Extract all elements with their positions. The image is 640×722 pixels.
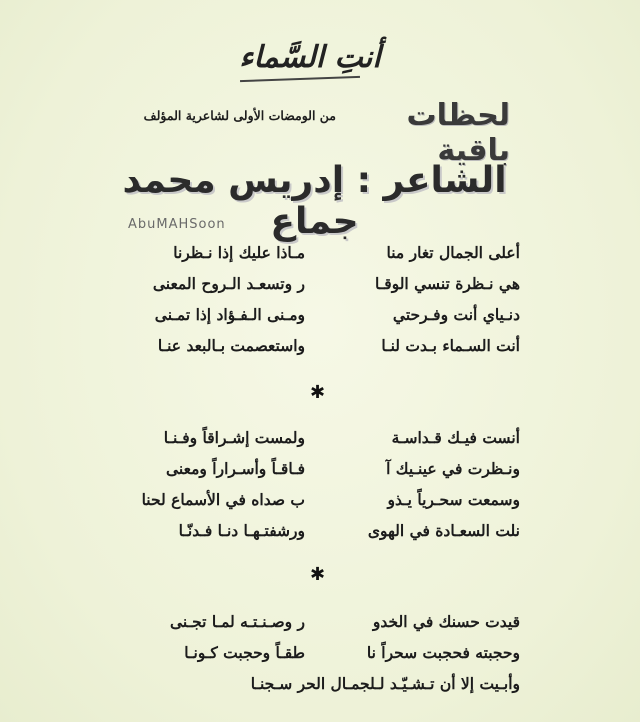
watermark: AbuMAHSoon <box>128 217 226 232</box>
subtitle: من الومضات الأولى لشاعرية المؤلف <box>143 108 336 123</box>
verse <box>115 521 520 552</box>
verse <box>115 274 520 305</box>
verse-second-half: ر وتسعـد الـروح المعنى <box>152 274 305 293</box>
verse-second-half: فـاقـاً وأسـراراً ومعنى <box>166 459 305 478</box>
stanza-1 <box>115 243 520 367</box>
verse-second-half: ورشفتـهـا دنـا فـدنّـا <box>178 521 305 540</box>
verse-first-half: هي نـظرة تنسي الوقـا <box>375 274 520 293</box>
stanza-3 <box>115 612 520 705</box>
verse-first-half: نلت السعـادة في الهوى <box>367 521 520 540</box>
verse-first-half: ونـظرت في عينـيك آ <box>386 459 520 478</box>
verse <box>115 336 520 367</box>
verse <box>115 459 520 490</box>
verse-full-line: وأبـيت إلا أن تـشـيّـد لـلجمـال الحر سـجنـا <box>250 674 520 693</box>
poem-title: أنتِ السَّماء <box>239 40 381 75</box>
poet-overlay-text: الشاعر : إدريس محمد جماع <box>122 160 507 242</box>
verse-first-half: وحجبته فحجبت سحراً نا <box>366 643 520 662</box>
verse <box>115 674 520 705</box>
verse <box>115 612 520 643</box>
verse <box>115 243 520 274</box>
verse-first-half: وسمعت سحـرياً يـذو <box>387 490 520 509</box>
verse <box>115 305 520 336</box>
verse-second-half: مـاذا عليك إذا نـظرنا <box>173 243 305 262</box>
verse-second-half: ولمست إشـراقاً وفـنـا <box>163 428 305 447</box>
title-underline <box>240 76 360 82</box>
verse-first-half: قيدت حسنك في الخدو <box>372 612 520 631</box>
verse <box>115 490 520 521</box>
verse-first-half: أنست فيـك قـداسـة <box>391 428 520 447</box>
verse-first-half: دنـياي أنت وفـرحتي <box>392 305 520 324</box>
collection-overlay-text: لحظات باقية <box>406 98 510 168</box>
verse-second-half: طقـاً وحجبت كـونـا <box>184 643 305 662</box>
verse-second-half: ب صداه في الأسماع لحنا <box>141 490 305 509</box>
stanza-separator: ✱ <box>310 564 326 585</box>
verse-second-half: ر وصـنـتـه لمـا تجـنى <box>169 612 305 631</box>
verse-second-half: واستعصمت بـالبعد عنـا <box>157 336 305 355</box>
stanza-2 <box>115 428 520 552</box>
verse <box>115 643 520 674</box>
verse-first-half: أعلى الجمال تغار منا <box>386 243 520 262</box>
stanza-separator: ✱ <box>310 382 326 403</box>
verse <box>115 428 520 459</box>
verse-second-half: ومـنى الـفـؤاد إذا تمـنى <box>154 305 305 324</box>
verse-first-half: أنت السـماء بـدت لنـا <box>381 336 520 355</box>
